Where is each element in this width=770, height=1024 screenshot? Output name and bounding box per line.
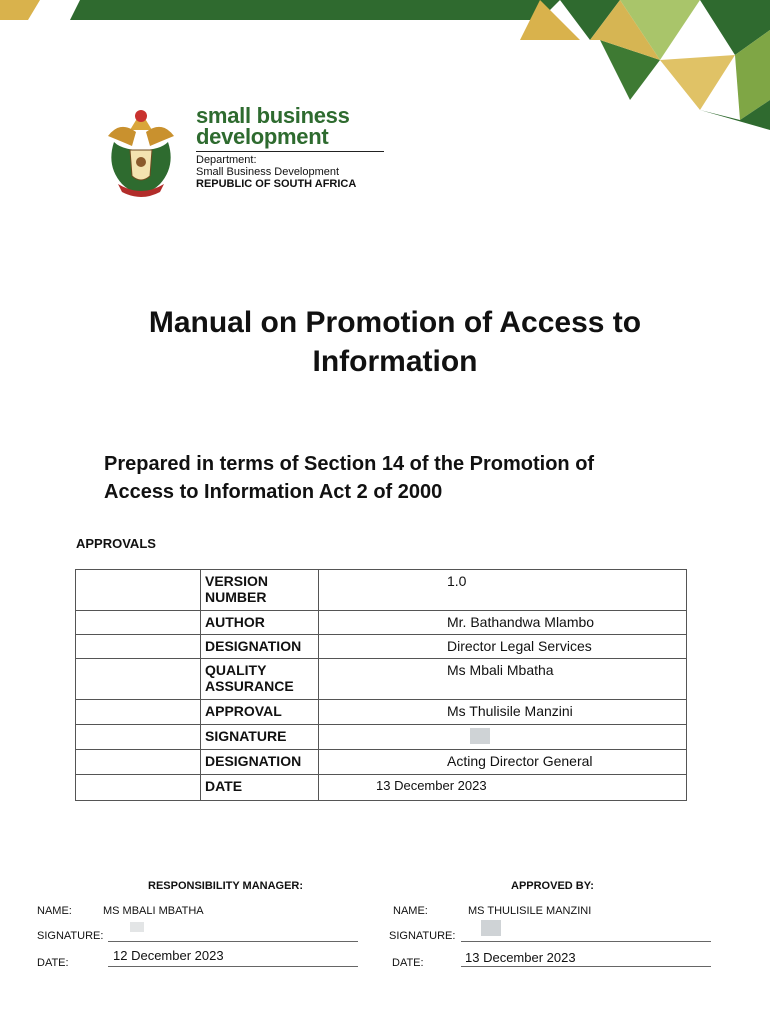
subtitle-line2: Access to Information Act 2 of 2000 xyxy=(104,481,443,503)
subtitle-line1: Prepared in terms of Section 14 of the Promotion of xyxy=(104,453,595,475)
table-row xyxy=(76,700,687,725)
right-name-value: MS THULISILE MANZINI xyxy=(468,905,592,917)
row-label: DESIGNATION xyxy=(201,750,319,775)
department-label: Department: xyxy=(196,154,257,166)
table-row xyxy=(76,635,687,659)
country-name: REPUBLIC OF SOUTH AFRICA xyxy=(196,178,357,190)
row-value: 1.0 xyxy=(447,573,467,589)
table-row xyxy=(76,750,687,775)
approved-by-heading: APPROVED BY: xyxy=(511,880,594,892)
right-name-label: NAME: xyxy=(393,905,428,917)
left-name-value: MS MBALI MBATHA xyxy=(103,905,204,917)
signature-image xyxy=(470,728,490,744)
approvals-heading: APPROVALS xyxy=(76,536,156,551)
right-date-label: DATE: xyxy=(392,957,424,969)
row-value: Mr. Bathandwa Mlambo xyxy=(447,614,595,630)
title-line2: Information xyxy=(312,345,478,378)
row-label: QUALITY ASSURANCE xyxy=(201,659,319,700)
row-label: DATE xyxy=(201,775,319,801)
table-row xyxy=(76,611,687,635)
department-name: Small Business Development xyxy=(196,166,340,178)
left-date-label: DATE: xyxy=(37,957,69,969)
coat-of-arms-icon xyxy=(100,106,182,198)
left-signature-image xyxy=(130,922,144,932)
row-value: 13 December 2023 xyxy=(376,778,487,793)
brand-name-line1: small business xyxy=(196,103,350,128)
row-label: DESIGNATION xyxy=(201,635,319,659)
row-value: Ms Mbali Mbatha xyxy=(447,662,554,678)
left-date-line xyxy=(108,966,358,967)
department-logo xyxy=(100,103,400,201)
table-row xyxy=(76,570,687,611)
left-name-label: NAME: xyxy=(37,905,72,917)
title-line1: Manual on Promotion of Access to xyxy=(148,306,642,339)
left-date-value: 12 December 2023 xyxy=(113,948,224,963)
document-title xyxy=(60,303,730,381)
responsibility-manager-heading: RESPONSIBILITY MANAGER: xyxy=(148,880,304,892)
approvals-table xyxy=(75,569,687,801)
row-value: Acting Director General xyxy=(447,753,593,769)
row-label: VERSION NUMBER xyxy=(201,570,319,611)
document-subtitle xyxy=(104,450,714,506)
left-signature-label: SIGNATURE: xyxy=(37,930,104,942)
brand-name-line2: development xyxy=(196,124,329,149)
right-date-line xyxy=(461,966,711,967)
row-value: Ms Thulisile Manzini xyxy=(447,703,573,719)
right-signature-label: SIGNATURE: xyxy=(389,930,456,942)
right-signature-image xyxy=(481,920,501,936)
right-date-value: 13 December 2023 xyxy=(465,950,576,965)
row-value: Director Legal Services xyxy=(447,638,592,654)
row-label: AUTHOR xyxy=(201,611,319,635)
row-label: APPROVAL xyxy=(201,700,319,725)
table-row xyxy=(76,775,687,801)
table-row xyxy=(76,659,687,700)
right-signature-line xyxy=(461,941,711,942)
table-row xyxy=(76,725,687,750)
left-signature-line xyxy=(108,941,358,942)
brand-divider xyxy=(196,151,384,152)
row-label: SIGNATURE xyxy=(201,725,319,750)
